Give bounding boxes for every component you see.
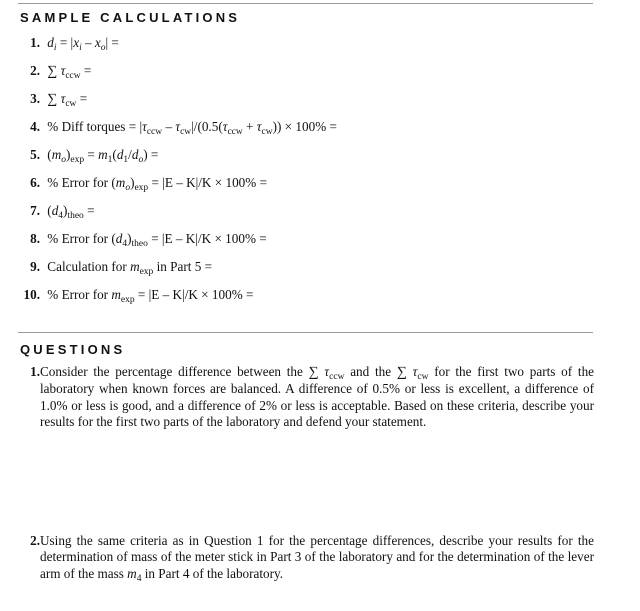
calc-text: % Diff torques — [47, 119, 126, 134]
calc-item-8: 8. % Error for $(d_4)_{theo} = |E - K|/K \times 100\%$ = — [22, 231, 267, 247]
question-text: Consider the percentage difference between the — [40, 364, 303, 379]
calc-text: % Error for — [47, 231, 109, 246]
question-text: and the — [350, 364, 392, 379]
calc-formula: |E – K|/K × 100% — [161, 231, 256, 246]
question-text: Using the same criteria as in Question 1 for the percentage differences, describe your results for the determination of mass of the meter stick in Part 3 of the laboratory and for the determination of the lever arm of the mass — [40, 533, 594, 581]
calc-formula: |E – K|/K × 100% — [148, 287, 243, 302]
sample-calculations-heading: SAMPLE CALCULATIONS — [20, 10, 241, 25]
calc-text-part: in Part 5 — [156, 259, 202, 274]
calc-number: 1. — [30, 35, 40, 50]
calc-number: 5. — [30, 147, 40, 162]
questions-heading: QUESTIONS — [20, 342, 126, 357]
question-number: 1. — [30, 364, 40, 379]
question-2: 2. Using the same criteria as in Question 1 for the percentage differences, describe your results for the determination of mass of the meter stick in Part 3 of the laboratory and for the determination of the lever arm of the mass $m_4$ in Part 4 of the laboratory. — [22, 533, 594, 582]
calc-item-9: 9. Calculation for $m_{exp}$ in Part 5 = — [22, 259, 212, 275]
question-text: for the first two parts of the laboratory when known forces are balanced. A difference of 0.5% or less is excellent, a difference of 1.0% or less is good, and a difference of 2% or less is acceptable. Based on these criteria, describe your results for the first two parts of the laboratory and defend your statement. — [40, 364, 595, 430]
calc-item-1: 1. $d_i = |x_i - x_o|$ = — [22, 35, 119, 51]
question-1: 1. Consider the percentage difference between the ∑ $\tau_{ccw}$ and the ∑ $\tau_{cw}$ for the first two parts of the laboratory when known forces are balanced. A difference of 0.5% or less is excellent, a difference of 1.0% or less is good, and a difference of 2% or less is acceptable. Based on these criteria, describe your results for the first two parts of the laboratory and defend your statement. — [22, 364, 594, 431]
calc-item-2: 2. ∑ $\tau_{ccw}$ = — [22, 63, 91, 80]
calc-text: Calculation for — [47, 259, 127, 274]
calc-item-5: 5. $(m_o)_{exp} = m_1(d_1/d_o)$ = — [22, 147, 158, 163]
calc-number: 3. — [30, 91, 40, 106]
calc-number: 6. — [30, 175, 40, 190]
question-text: in Part 4 of the laboratory. — [144, 565, 284, 581]
calc-text: % Error for — [47, 287, 109, 302]
calc-number: 10. — [23, 287, 40, 302]
calc-number: 4. — [30, 119, 40, 134]
calc-item-10: 10. % Error for $m_{exp} = |E - K|/K \times 100\%$ = — [23, 287, 254, 305]
calc-number: 2. — [30, 63, 40, 78]
calc-item-3: 3. ∑ $\tau_{cw}$ = — [22, 91, 87, 108]
section-rule — [18, 332, 593, 333]
calc-number: 9. — [30, 259, 40, 274]
calc-formula: |E – K|/K × 100% — [162, 175, 257, 190]
top-rule — [18, 3, 593, 4]
calc-item-6: 6. % Error for $(m_o)_{exp} = |E - K|/K \times 100\%$ = — [22, 175, 267, 191]
question-number: 2. — [30, 533, 40, 548]
calc-item-4: 4. % Diff torques = $|\tau_{ccw} - \tau_{cw}|/(0.5(\tau_{ccw} + \tau_{cw})) \times 100\%$ = — [22, 119, 337, 135]
calc-number: 7. — [30, 203, 40, 218]
calc-text: % Error for — [47, 175, 109, 190]
calc-number: 8. — [30, 231, 40, 246]
calc-item-7: 7. $(d_4)_{theo}$ = — [22, 203, 95, 219]
